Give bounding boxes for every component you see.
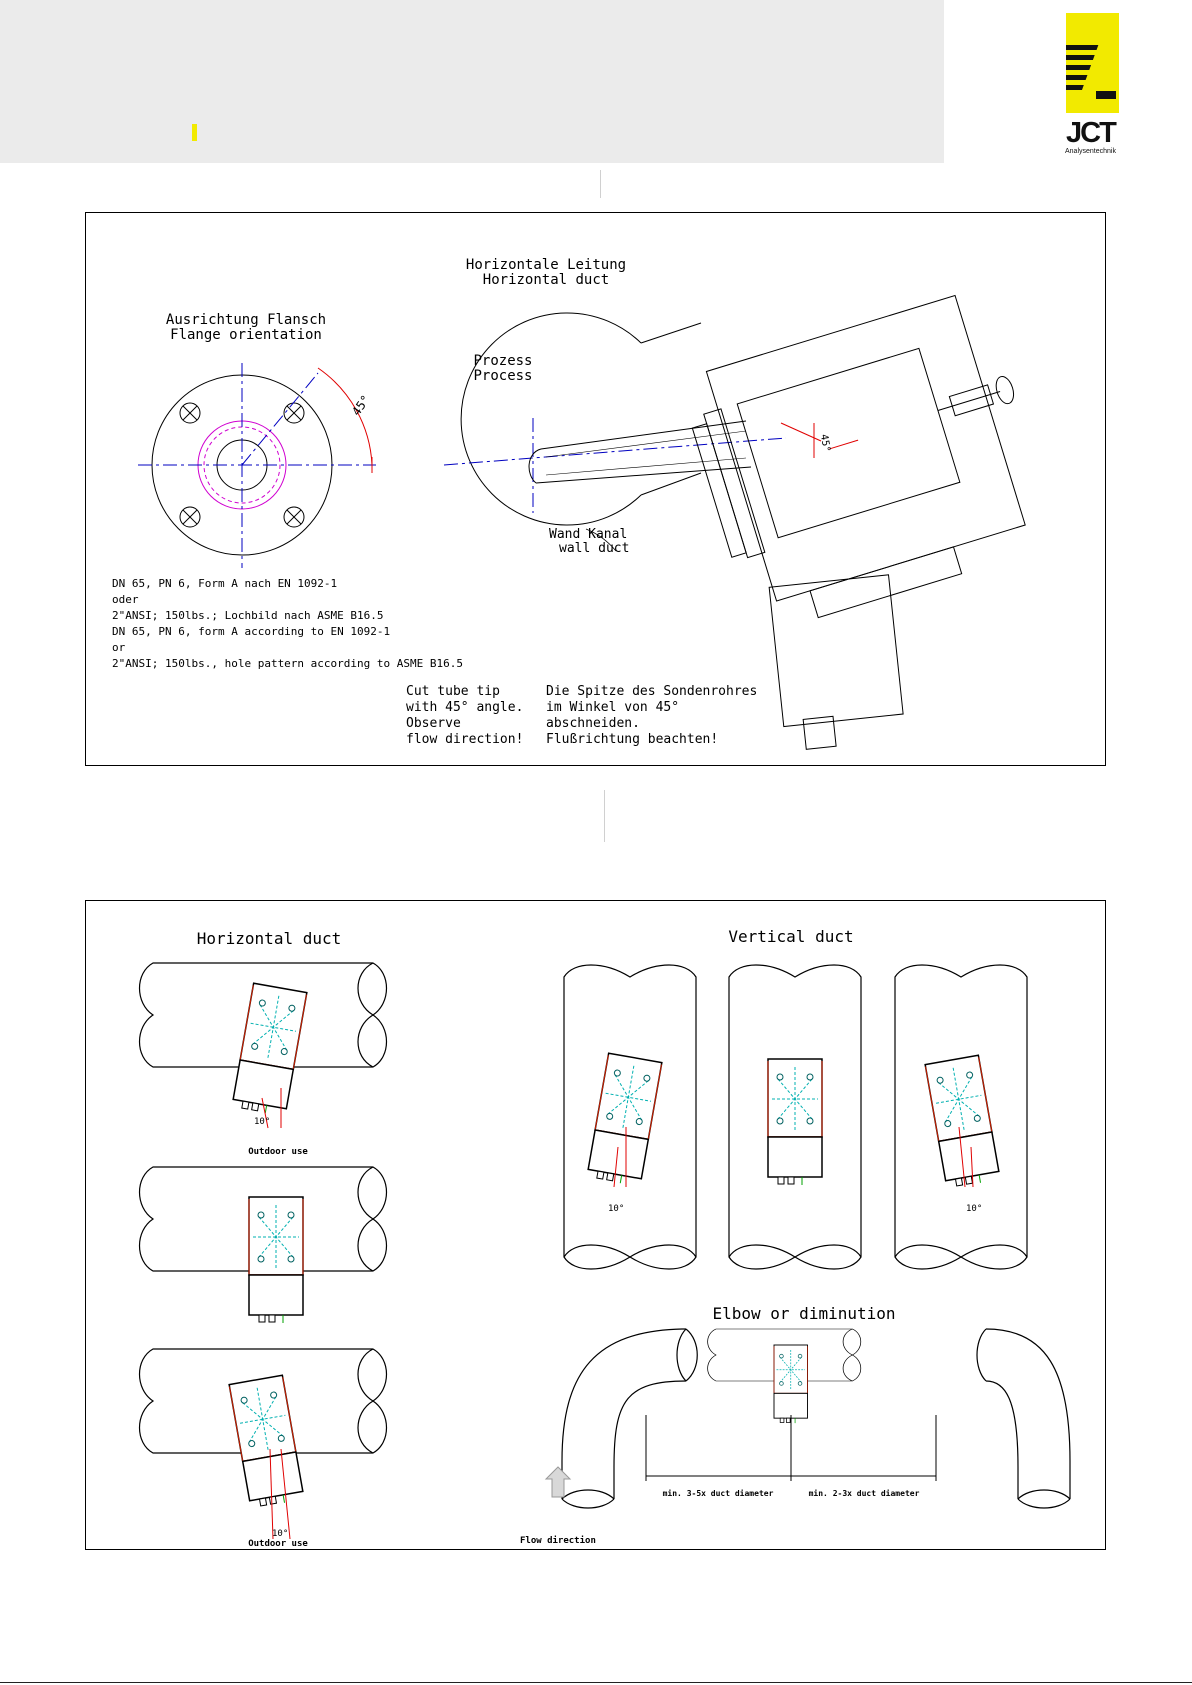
horizontal-duct-indoor	[140, 1167, 387, 1323]
figure-mounting-positions	[85, 900, 1106, 1550]
title-en: Horizontal duct	[482, 272, 610, 288]
title-de: Horizontale Leitung	[465, 257, 627, 273]
flange-view	[138, 363, 376, 568]
svg-text:with 45° angle.: with 45° angle.	[406, 700, 524, 715]
process-de: Prozess	[473, 353, 533, 369]
spec-line: oder	[112, 593, 139, 606]
flange-title-de: Ausrichtung Flansch	[165, 312, 327, 328]
spec-line: 2"ANSI; 150lbs., hole pattern according to ASME B16.5	[112, 657, 463, 670]
svg-text:abschneiden.: abschneiden.	[546, 716, 640, 731]
dim-right-label: min. 2-3x duct diameter	[808, 1489, 920, 1498]
mounting-drawing-svg	[86, 901, 1107, 1551]
yellow-marker	[192, 124, 197, 141]
angle-label: 10°	[608, 1204, 625, 1214]
vertical-duct-1	[564, 965, 696, 1269]
flange-title-en: Flange orientation	[170, 327, 322, 343]
svg-text:Observe: Observe	[406, 716, 461, 731]
flange-specifications	[112, 577, 463, 670]
column-separator	[600, 170, 601, 198]
duct-section	[444, 287, 1060, 751]
process-en: Process	[473, 368, 533, 384]
vertical-duct-2	[729, 965, 861, 1269]
elbow-title: Elbow or diminution	[712, 1304, 896, 1323]
horizontal-duct-outdoor-1	[140, 963, 387, 1128]
svg-text:im Winkel von 45°: im Winkel von 45°	[546, 700, 680, 715]
wall-en: wall duct	[559, 541, 630, 556]
flange-drawing-svg	[86, 213, 1107, 767]
flow-direction-label: Flow direction	[520, 1536, 596, 1546]
spec-line: DN 65, PN 6, Form A nach EN 1092-1	[112, 577, 338, 590]
wall-de: Wand Kanal	[549, 527, 628, 542]
header-band	[0, 0, 944, 163]
vertical-duct-3	[895, 965, 1027, 1269]
vertical-duct-title: Vertical duct	[728, 927, 854, 946]
spec-line: DN 65, PN 6, form A according to EN 1092-1	[112, 625, 391, 638]
tip-angle-label: 45°	[817, 433, 832, 454]
dim-left-label: min. 3-5x duct diameter	[662, 1489, 774, 1498]
angle-label: 10°	[254, 1117, 271, 1127]
figure-flange-drawing	[85, 212, 1106, 766]
logo-text: JCT	[1066, 117, 1115, 149]
note-de	[546, 684, 757, 747]
spec-line: 2"ANSI; 150lbs.; Lochbild nach ASME B16.5	[112, 609, 384, 622]
angle-label: 10°	[272, 1529, 289, 1539]
horizontal-duct-outdoor-2	[140, 1349, 387, 1539]
column-separator	[604, 790, 605, 842]
svg-text:flow direction!: flow direction!	[406, 732, 524, 747]
flow-arrow-icon	[546, 1467, 570, 1497]
svg-text:Cut tube tip: Cut tube tip	[406, 684, 500, 699]
outdoor-use-label: Outdoor use	[248, 1147, 308, 1157]
note-en	[406, 684, 523, 747]
elbow-diagram	[562, 1329, 1070, 1508]
svg-text:Die Spitze des Sondenrohres: Die Spitze des Sondenrohres	[546, 684, 758, 699]
spec-line: or	[112, 641, 126, 654]
flange-angle-label: 45°	[349, 392, 373, 419]
svg-text:Flußrichtung beachten!: Flußrichtung beachten!	[546, 732, 719, 747]
logo-subtitle: Analysentechnik	[1065, 148, 1116, 155]
horizontal-duct-title: Horizontal duct	[196, 929, 342, 948]
angle-label: 10°	[966, 1204, 983, 1214]
outdoor-use-label: Outdoor use	[248, 1539, 308, 1549]
footer-rule	[0, 1682, 1192, 1683]
